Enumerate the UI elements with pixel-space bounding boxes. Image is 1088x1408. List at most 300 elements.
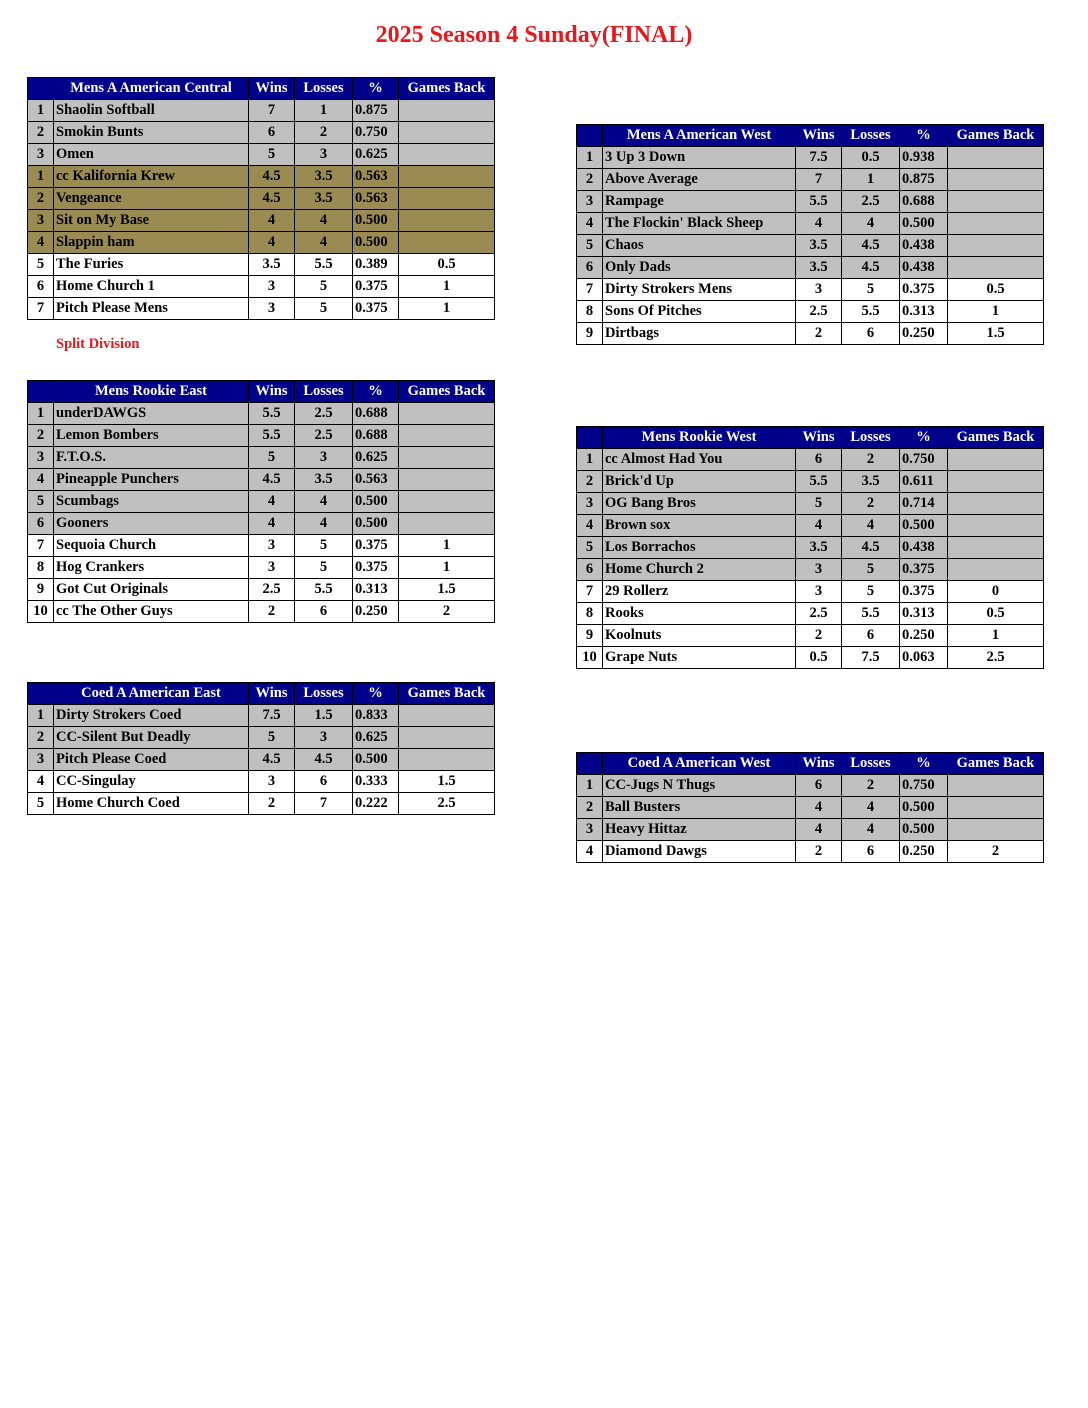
- losses-cell: 5: [295, 535, 353, 557]
- rank-cell: 1: [28, 403, 54, 425]
- wins-cell: 2.5: [249, 579, 295, 601]
- table-row: [28, 166, 495, 188]
- rank-cell: 7: [28, 298, 54, 320]
- games-back-header: Games Back: [399, 78, 495, 100]
- table-header-row: [28, 683, 495, 705]
- losses-cell: 3.5: [842, 471, 900, 493]
- pct-header: %: [353, 78, 399, 100]
- games-back-cell: [399, 447, 495, 469]
- losses-cell: 4.5: [295, 749, 353, 771]
- table-row: [28, 535, 495, 557]
- pct-cell: 0.438: [900, 235, 948, 257]
- losses-cell: 6: [295, 771, 353, 793]
- wins-cell: 4: [249, 513, 295, 535]
- team-name-cell: Lemon Bombers: [54, 425, 249, 447]
- pct-cell: 0.875: [900, 169, 948, 191]
- wins-cell: 3.5: [249, 254, 295, 276]
- wins-cell: 3: [249, 557, 295, 579]
- pct-cell: 0.500: [900, 213, 948, 235]
- team-name-cell: underDAWGS: [54, 403, 249, 425]
- pct-header: %: [900, 125, 948, 147]
- wins-cell: 4: [796, 819, 842, 841]
- pct-cell: 0.938: [900, 147, 948, 169]
- table-row: [577, 213, 1044, 235]
- table-row: [28, 298, 495, 320]
- rank-cell: 2: [577, 471, 603, 493]
- games-back-header: Games Back: [948, 125, 1044, 147]
- games-back-cell: 0.5: [399, 254, 495, 276]
- team-name-cell: Vengeance: [54, 188, 249, 210]
- wins-cell: 6: [796, 449, 842, 471]
- wins-cell: 3.5: [796, 235, 842, 257]
- team-name-cell: Brown sox: [603, 515, 796, 537]
- table-row: [28, 254, 495, 276]
- wins-cell: 7: [796, 169, 842, 191]
- pct-cell: 0.313: [353, 579, 399, 601]
- team-name-cell: Sequoia Church: [54, 535, 249, 557]
- games-back-cell: 2: [948, 841, 1044, 863]
- losses-cell: 4: [295, 491, 353, 513]
- rank-cell: 8: [28, 557, 54, 579]
- table-row: [577, 449, 1044, 471]
- rank-cell: 1: [577, 775, 603, 797]
- pct-header: %: [353, 683, 399, 705]
- wins-cell: 2: [249, 601, 295, 623]
- table-row: [28, 144, 495, 166]
- games-back-cell: [399, 513, 495, 535]
- losses-cell: 5: [295, 557, 353, 579]
- losses-cell: 3.5: [295, 469, 353, 491]
- team-name-cell: Ball Busters: [603, 797, 796, 819]
- team-name-cell: Brick'd Up: [603, 471, 796, 493]
- losses-cell: 1: [295, 100, 353, 122]
- rank-cell: 9: [28, 579, 54, 601]
- pct-cell: 0.375: [900, 581, 948, 603]
- wins-cell: 5: [249, 727, 295, 749]
- team-name-cell: Shaolin Softball: [54, 100, 249, 122]
- rank-cell: 7: [577, 581, 603, 603]
- wins-cell: 4: [796, 213, 842, 235]
- rank-cell: 5: [577, 537, 603, 559]
- games-back-cell: [948, 797, 1044, 819]
- table-row: [28, 771, 495, 793]
- team-name-cell: Home Church 2: [603, 559, 796, 581]
- losses-cell: 3: [295, 144, 353, 166]
- pct-cell: 0.500: [353, 749, 399, 771]
- team-name-cell: Home Church 1: [54, 276, 249, 298]
- table-row: [577, 841, 1044, 863]
- games-back-cell: 1: [948, 625, 1044, 647]
- rank-cell: 1: [577, 449, 603, 471]
- team-name-cell: CC-Jugs N Thugs: [603, 775, 796, 797]
- losses-cell: 2: [295, 122, 353, 144]
- team-name-cell: Only Dads: [603, 257, 796, 279]
- losses-cell: 5.5: [295, 579, 353, 601]
- team-name-cell: The Flockin' Black Sheep: [603, 213, 796, 235]
- pct-cell: 0.375: [900, 559, 948, 581]
- games-back-cell: [399, 469, 495, 491]
- team-name-cell: OG Bang Bros: [603, 493, 796, 515]
- team-name-cell: Gooners: [54, 513, 249, 535]
- pct-cell: 0.875: [353, 100, 399, 122]
- wins-header: Wins: [796, 427, 842, 449]
- rank-cell: 8: [577, 301, 603, 323]
- games-back-cell: [948, 449, 1044, 471]
- games-back-cell: [948, 537, 1044, 559]
- team-name-cell: Koolnuts: [603, 625, 796, 647]
- wins-cell: 4.5: [249, 469, 295, 491]
- table-row: [28, 276, 495, 298]
- pct-cell: 0.750: [900, 449, 948, 471]
- table-row: [577, 819, 1044, 841]
- losses-cell: 4.5: [842, 537, 900, 559]
- team-name-cell: Scumbags: [54, 491, 249, 513]
- pct-cell: 0.250: [900, 625, 948, 647]
- losses-cell: 6: [842, 625, 900, 647]
- rank-cell: 8: [577, 603, 603, 625]
- team-name-cell: Grape Nuts: [603, 647, 796, 669]
- pct-header: %: [900, 753, 948, 775]
- team-name-cell: Above Average: [603, 169, 796, 191]
- table-row: [577, 581, 1044, 603]
- losses-cell: 4.5: [842, 235, 900, 257]
- table-row: [577, 257, 1044, 279]
- pct-cell: 0.333: [353, 771, 399, 793]
- rank-cell: 2: [577, 797, 603, 819]
- rank-cell: 1: [28, 100, 54, 122]
- pct-cell: 0.063: [900, 647, 948, 669]
- wins-cell: 2: [249, 793, 295, 815]
- wins-cell: 4.5: [249, 188, 295, 210]
- pct-cell: 0.688: [353, 403, 399, 425]
- rank-cell: 4: [577, 841, 603, 863]
- games-back-cell: [399, 100, 495, 122]
- rank-cell: 4: [577, 213, 603, 235]
- table-row: [577, 301, 1044, 323]
- table-row: [28, 122, 495, 144]
- losses-cell: 4.5: [842, 257, 900, 279]
- pct-cell: 0.500: [353, 232, 399, 254]
- games-back-cell: 1: [399, 276, 495, 298]
- wins-cell: 2.5: [796, 301, 842, 323]
- table-row: [577, 191, 1044, 213]
- rank-cell: 2: [28, 188, 54, 210]
- games-back-cell: 1.5: [948, 323, 1044, 345]
- team-name-cell: Smokin Bunts: [54, 122, 249, 144]
- wins-header: Wins: [796, 753, 842, 775]
- rank-cell: 3: [28, 144, 54, 166]
- table-header-row: [28, 78, 495, 100]
- wins-cell: 0.5: [796, 647, 842, 669]
- wins-cell: 6: [249, 122, 295, 144]
- losses-cell: 4: [295, 210, 353, 232]
- table-row: [577, 279, 1044, 301]
- games-back-cell: 1: [399, 298, 495, 320]
- division-name: Mens A American Central: [54, 78, 249, 100]
- team-name-cell: Home Church Coed: [54, 793, 249, 815]
- pct-cell: 0.625: [353, 447, 399, 469]
- table-row: [28, 188, 495, 210]
- rank-cell: 2: [28, 122, 54, 144]
- games-back-cell: [399, 491, 495, 513]
- pct-cell: 0.375: [353, 276, 399, 298]
- team-name-cell: CC-Silent But Deadly: [54, 727, 249, 749]
- table-row: [28, 403, 495, 425]
- team-name-cell: Hog Crankers: [54, 557, 249, 579]
- pct-cell: 0.833: [353, 705, 399, 727]
- team-name-cell: Pitch Please Coed: [54, 749, 249, 771]
- losses-cell: 5: [842, 581, 900, 603]
- table-row: [577, 147, 1044, 169]
- losses-header: Losses: [842, 753, 900, 775]
- losses-cell: 2: [842, 775, 900, 797]
- losses-cell: 7: [295, 793, 353, 815]
- rank-cell: 2: [28, 425, 54, 447]
- table-row: [577, 603, 1044, 625]
- losses-header: Losses: [842, 125, 900, 147]
- pct-cell: 0.500: [900, 797, 948, 819]
- wins-header: Wins: [796, 125, 842, 147]
- losses-cell: 3.5: [295, 166, 353, 188]
- table-row: [577, 625, 1044, 647]
- team-name-cell: Rampage: [603, 191, 796, 213]
- pct-cell: 0.625: [353, 727, 399, 749]
- table-header-row: [28, 381, 495, 403]
- wins-cell: 3: [796, 559, 842, 581]
- losses-cell: 6: [842, 323, 900, 345]
- pct-cell: 0.438: [900, 537, 948, 559]
- rank-cell: 2: [577, 169, 603, 191]
- split-division-note: Split Division: [56, 336, 140, 352]
- games-back-cell: 0.5: [948, 279, 1044, 301]
- rank-cell: 5: [28, 491, 54, 513]
- wins-cell: 4: [249, 210, 295, 232]
- rank-cell: 9: [577, 323, 603, 345]
- pct-cell: 0.375: [900, 279, 948, 301]
- wins-cell: 5.5: [796, 471, 842, 493]
- standings-table-mens-a-american-central: [27, 77, 495, 320]
- table-row: [28, 425, 495, 447]
- games-back-header: Games Back: [948, 753, 1044, 775]
- games-back-cell: 1.5: [399, 771, 495, 793]
- wins-cell: 4: [249, 491, 295, 513]
- games-back-cell: [948, 191, 1044, 213]
- games-back-cell: 2.5: [948, 647, 1044, 669]
- table-row: [28, 232, 495, 254]
- games-back-cell: [399, 705, 495, 727]
- wins-cell: 3.5: [796, 537, 842, 559]
- standings-table-mens-a-american-west: [576, 124, 1044, 345]
- losses-header: Losses: [295, 683, 353, 705]
- losses-cell: 6: [295, 601, 353, 623]
- games-back-cell: [948, 169, 1044, 191]
- wins-cell: 5.5: [796, 191, 842, 213]
- team-name-cell: Rooks: [603, 603, 796, 625]
- table-row: [28, 727, 495, 749]
- table-row: [577, 537, 1044, 559]
- rank-cell: 3: [577, 493, 603, 515]
- pct-cell: 0.714: [900, 493, 948, 515]
- wins-cell: 3: [249, 771, 295, 793]
- team-name-cell: 29 Rollerz: [603, 581, 796, 603]
- rank-cell: 5: [28, 793, 54, 815]
- games-back-cell: 2: [399, 601, 495, 623]
- games-back-cell: 1.5: [399, 579, 495, 601]
- games-back-cell: [399, 210, 495, 232]
- rank-cell: 3: [28, 447, 54, 469]
- team-name-cell: Los Borrachos: [603, 537, 796, 559]
- team-name-cell: CC-Singulay: [54, 771, 249, 793]
- losses-cell: 5: [842, 279, 900, 301]
- division-name: Mens Rookie East: [54, 381, 249, 403]
- wins-cell: 5: [249, 144, 295, 166]
- wins-cell: 3: [249, 535, 295, 557]
- games-back-cell: [948, 493, 1044, 515]
- pct-cell: 0.250: [900, 323, 948, 345]
- pct-cell: 0.750: [900, 775, 948, 797]
- table-header-row: [577, 125, 1044, 147]
- losses-cell: 3: [295, 447, 353, 469]
- team-name-cell: Heavy Hittaz: [603, 819, 796, 841]
- pct-header: %: [353, 381, 399, 403]
- games-back-header: Games Back: [948, 427, 1044, 449]
- pct-cell: 0.313: [900, 603, 948, 625]
- wins-cell: 4.5: [249, 166, 295, 188]
- standings-table-mens-rookie-east: [27, 380, 495, 623]
- table-row: [577, 515, 1044, 537]
- pct-cell: 0.563: [353, 188, 399, 210]
- games-back-cell: [399, 749, 495, 771]
- losses-cell: 2.5: [295, 403, 353, 425]
- games-back-cell: [399, 403, 495, 425]
- losses-cell: 6: [842, 841, 900, 863]
- games-back-cell: [948, 775, 1044, 797]
- team-name-cell: The Furies: [54, 254, 249, 276]
- table-row: [577, 647, 1044, 669]
- pct-header: %: [900, 427, 948, 449]
- losses-cell: 3.5: [295, 188, 353, 210]
- losses-cell: 1: [842, 169, 900, 191]
- table-row: [577, 493, 1044, 515]
- rank-cell: 2: [28, 727, 54, 749]
- games-back-cell: [399, 122, 495, 144]
- pct-cell: 0.313: [900, 301, 948, 323]
- table-header-row: [577, 427, 1044, 449]
- table-row: [577, 775, 1044, 797]
- team-name-cell: cc The Other Guys: [54, 601, 249, 623]
- standings-table-mens-rookie-west: [576, 426, 1044, 669]
- table-row: [28, 491, 495, 513]
- games-back-cell: [399, 166, 495, 188]
- losses-cell: 0.5: [842, 147, 900, 169]
- rank-cell: 3: [28, 210, 54, 232]
- games-back-cell: [948, 819, 1044, 841]
- wins-cell: 5.5: [249, 425, 295, 447]
- table-row: [28, 513, 495, 535]
- division-name: Mens A American West: [603, 125, 796, 147]
- wins-cell: 4: [796, 515, 842, 537]
- wins-cell: 7: [249, 100, 295, 122]
- losses-cell: 4: [842, 515, 900, 537]
- games-back-cell: [399, 727, 495, 749]
- wins-cell: 3: [796, 581, 842, 603]
- team-name-cell: Pitch Please Mens: [54, 298, 249, 320]
- games-back-cell: 1: [399, 535, 495, 557]
- pct-cell: 0.389: [353, 254, 399, 276]
- rank-cell: 1: [28, 705, 54, 727]
- wins-cell: 7.5: [796, 147, 842, 169]
- wins-header: Wins: [249, 683, 295, 705]
- standings-table-coed-a-american-east: [27, 682, 495, 815]
- wins-cell: 4: [796, 797, 842, 819]
- losses-cell: 4: [842, 213, 900, 235]
- rank-cell: 1: [577, 147, 603, 169]
- wins-cell: 3: [249, 276, 295, 298]
- losses-cell: 2.5: [295, 425, 353, 447]
- pct-cell: 0.625: [353, 144, 399, 166]
- losses-cell: 2.5: [842, 191, 900, 213]
- games-back-cell: [948, 147, 1044, 169]
- table-row: [28, 705, 495, 727]
- pct-cell: 0.375: [353, 535, 399, 557]
- rank-cell: 1: [28, 166, 54, 188]
- pct-cell: 0.250: [353, 601, 399, 623]
- table-row: [28, 447, 495, 469]
- losses-cell: 5: [295, 276, 353, 298]
- pct-cell: 0.500: [353, 513, 399, 535]
- division-name: Coed A American West: [603, 753, 796, 775]
- team-name-cell: Slappin ham: [54, 232, 249, 254]
- losses-header: Losses: [295, 381, 353, 403]
- table-row: [28, 557, 495, 579]
- pct-cell: 0.375: [353, 557, 399, 579]
- games-back-cell: [399, 144, 495, 166]
- rank-cell: 4: [28, 771, 54, 793]
- wins-cell: 2: [796, 841, 842, 863]
- rank-header: [577, 125, 603, 147]
- team-name-cell: Pineapple Punchers: [54, 469, 249, 491]
- games-back-cell: [948, 471, 1044, 493]
- table-row: [577, 169, 1044, 191]
- wins-cell: 4: [249, 232, 295, 254]
- losses-header: Losses: [842, 427, 900, 449]
- losses-cell: 4: [842, 819, 900, 841]
- team-name-cell: cc Almost Had You: [603, 449, 796, 471]
- team-name-cell: cc Kalifornia Krew: [54, 166, 249, 188]
- rank-header: [28, 381, 54, 403]
- rank-cell: 7: [28, 535, 54, 557]
- games-back-cell: 1: [948, 301, 1044, 323]
- rank-cell: 10: [28, 601, 54, 623]
- games-back-cell: [399, 232, 495, 254]
- games-back-cell: [399, 425, 495, 447]
- rank-cell: 3: [28, 749, 54, 771]
- table-row: [28, 749, 495, 771]
- page-title: 2025 Season 4 Sunday(FINAL): [375, 22, 693, 48]
- wins-cell: 7.5: [249, 705, 295, 727]
- wins-header: Wins: [249, 78, 295, 100]
- pct-cell: 0.250: [900, 841, 948, 863]
- losses-cell: 5: [842, 559, 900, 581]
- team-name-cell: Diamond Dawgs: [603, 841, 796, 863]
- wins-cell: 2.5: [796, 603, 842, 625]
- team-name-cell: Dirty Strokers Mens: [603, 279, 796, 301]
- pct-cell: 0.563: [353, 166, 399, 188]
- rank-cell: 5: [28, 254, 54, 276]
- games-back-cell: [948, 235, 1044, 257]
- table-row: [28, 469, 495, 491]
- games-back-cell: [948, 559, 1044, 581]
